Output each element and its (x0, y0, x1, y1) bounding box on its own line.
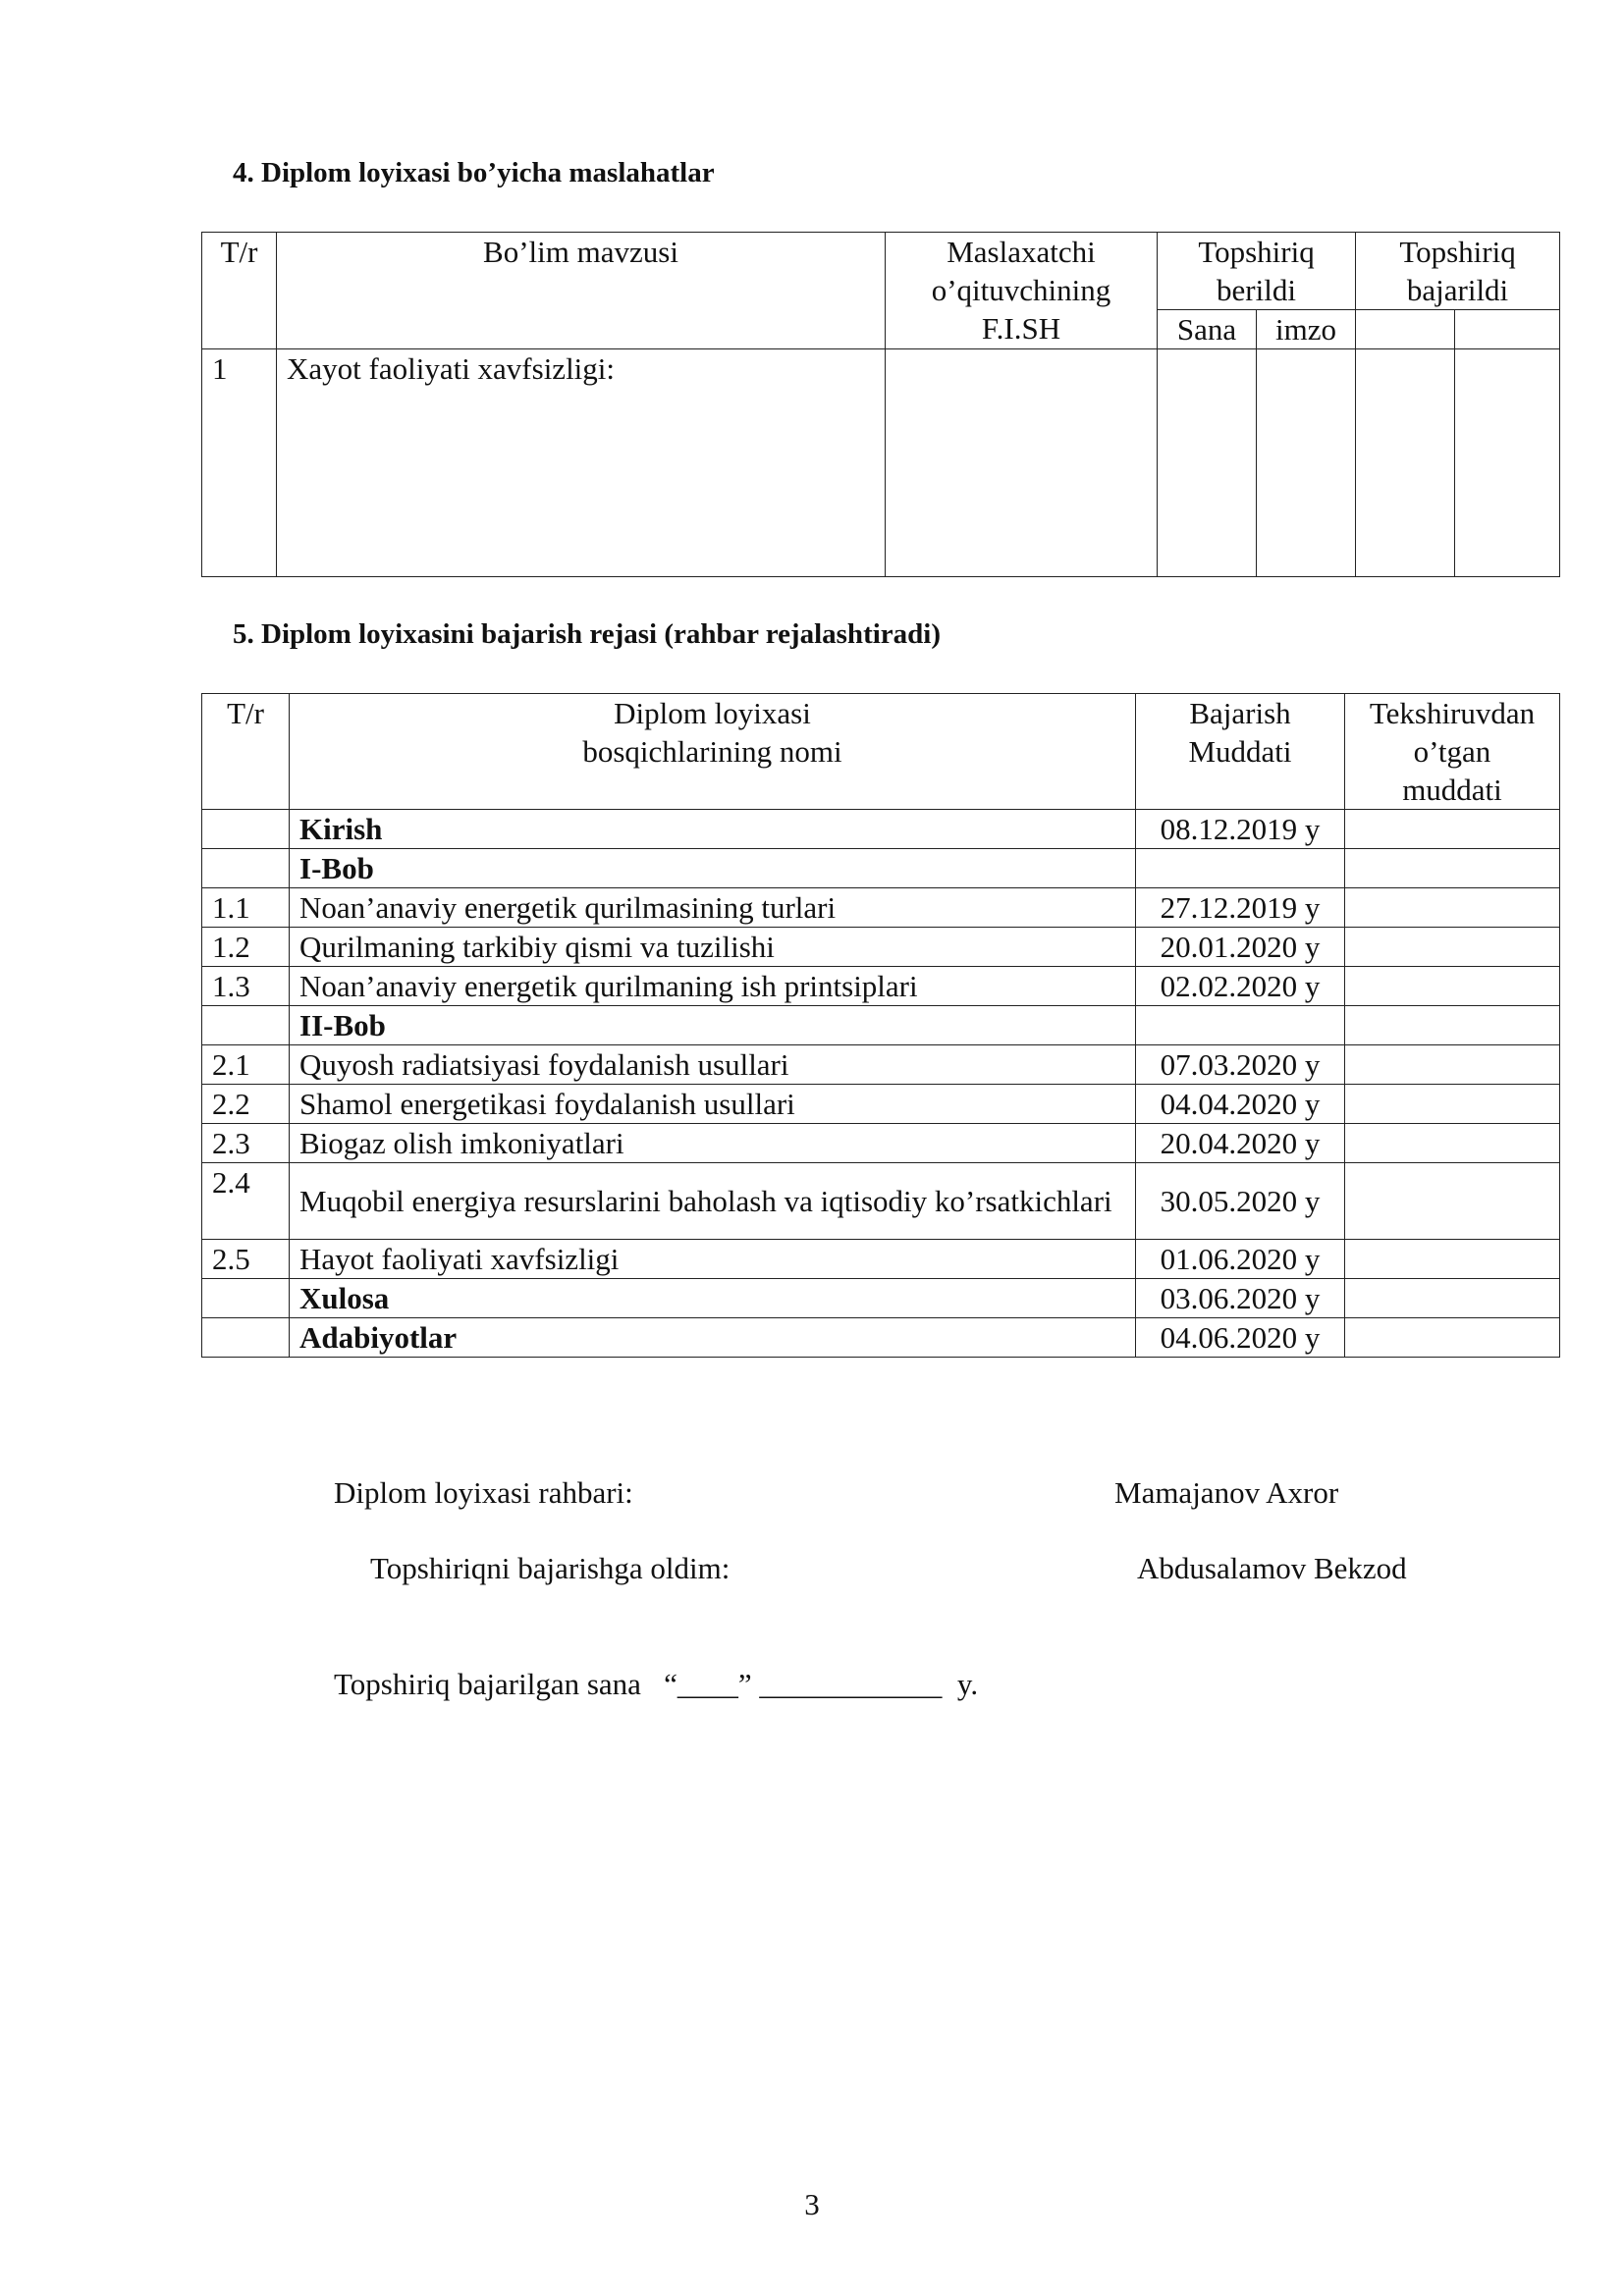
row-number: 1 (202, 349, 277, 577)
row-stage-name: Noan’anaviy energetik qurilmaning ish printsiplari (290, 967, 1136, 1006)
row-deadline: 04.04.2020 y (1136, 1085, 1345, 1124)
row-checked (1345, 1240, 1560, 1279)
row-advisor (886, 349, 1158, 577)
row-deadline: 01.06.2020 y (1136, 1240, 1345, 1279)
header-tr: T/r (202, 233, 277, 349)
table-row (202, 1240, 1560, 1279)
row-number (202, 1279, 290, 1318)
table-row (202, 1163, 1560, 1240)
row-deadline (1136, 849, 1345, 888)
supervisor-name: Mamajanov Axror (1114, 1475, 1339, 1510)
table-row (202, 1085, 1560, 1124)
row-checked (1345, 888, 1560, 928)
completion-date-line: Topshiriq bajarilgan sana “____” ____________ y. (334, 1667, 979, 1701)
table-row (202, 888, 1560, 928)
header-given (1158, 233, 1356, 310)
row-deadline: 02.02.2020 y (1136, 967, 1345, 1006)
header-given-line2: berildi (1217, 273, 1296, 307)
row-checked (1345, 1163, 1560, 1240)
header-advisor-line3: F.I.SH (981, 311, 1061, 346)
row-number (202, 1006, 290, 1045)
header-advisor-line2: o’qituvchining (931, 273, 1111, 307)
row-stage-name: Kirish (290, 810, 1136, 849)
student-label: Topshiriqni bajarishga oldim: (370, 1551, 731, 1585)
table-row (202, 1279, 1560, 1318)
page-number: 3 (804, 2187, 820, 2221)
row-stage-name: Shamol energetikasi foydalanish usullari (290, 1085, 1136, 1124)
row-deadline: 20.04.2020 y (1136, 1124, 1345, 1163)
table-row (202, 1318, 1560, 1358)
row-number: 2.5 (202, 1240, 290, 1279)
table-row (202, 1006, 1560, 1045)
supervisor-label: Diplom loyixasi rahbari: (334, 1475, 633, 1510)
header-deadline (1136, 694, 1345, 810)
header-advisor-line1: Maslaxatchi (947, 235, 1096, 269)
row-checked (1345, 1124, 1560, 1163)
row-stage-name: II-Bob (290, 1006, 1136, 1045)
row-number (202, 810, 290, 849)
header-stage-name-line2: bosqichlarining nomi (582, 734, 842, 769)
row-checked (1345, 928, 1560, 967)
row-stage-name: Biogaz olish imkoniyatlari (290, 1124, 1136, 1163)
table-row (202, 1045, 1560, 1085)
section5-heading: 5. Diplom loyixasini bajarish rejasi (rahbar rejalashtiradi) (233, 618, 941, 650)
header-done-date-cell (1356, 310, 1455, 349)
header-sign: imzo (1257, 310, 1356, 349)
row-number: 2.3 (202, 1124, 290, 1163)
header-checked-line1: Tekshiruvdan (1369, 696, 1536, 730)
header-tr: T/r (202, 694, 290, 810)
plan-table (201, 693, 1560, 1358)
row-stage-name: Quyosh radiatsiyasi foydalanish usullari (290, 1045, 1136, 1085)
row-stage-name: Qurilmaning tarkibiy qismi va tuzilishi (290, 928, 1136, 967)
row-done-sign (1455, 349, 1560, 577)
header-deadline-line2: Muddati (1188, 734, 1292, 769)
row-number: 2.1 (202, 1045, 290, 1085)
student-name: Abdusalamov Bekzod (1137, 1551, 1407, 1585)
row-checked (1345, 849, 1560, 888)
section4-heading: 4. Diplom loyixasi bo’yicha maslahatlar (233, 157, 715, 188)
header-stage-name-line1: Diplom loyixasi (614, 696, 811, 730)
row-checked (1345, 1279, 1560, 1318)
row-stage-name: Xulosa (290, 1279, 1136, 1318)
header-checked (1345, 694, 1560, 810)
row-number: 1.1 (202, 888, 290, 928)
table-row (202, 928, 1560, 967)
row-stage-name: Noan’anaviy energetik qurilmasining turlari (290, 888, 1136, 928)
row-done-date (1356, 349, 1455, 577)
row-deadline: 04.06.2020 y (1136, 1318, 1345, 1358)
header-done-line2: bajarildi (1406, 273, 1509, 307)
header-done (1356, 233, 1560, 310)
row-given-sign (1257, 349, 1356, 577)
row-number: 1.2 (202, 928, 290, 967)
row-number: 2.4 (202, 1163, 290, 1240)
row-deadline: 07.03.2020 y (1136, 1045, 1345, 1085)
header-date: Sana (1158, 310, 1257, 349)
header-stage-name (290, 694, 1136, 810)
row-number: 1.3 (202, 967, 290, 1006)
header-topic: Bo’lim mavzusi (277, 233, 886, 349)
table-row (202, 810, 1560, 849)
table-row (202, 349, 1560, 577)
header-given-line1: Topshiriq (1198, 235, 1315, 269)
table-row (202, 967, 1560, 1006)
header-done-sign-cell (1455, 310, 1560, 349)
row-deadline: 08.12.2019 y (1136, 810, 1345, 849)
row-number: 2.2 (202, 1085, 290, 1124)
table-row (202, 1124, 1560, 1163)
row-given-date (1158, 349, 1257, 577)
row-checked (1345, 967, 1560, 1006)
header-checked-line2: o’tgan (1413, 734, 1491, 769)
header-done-line1: Topshiriq (1399, 235, 1516, 269)
row-stage-name: Muqobil energiya resurslarini baholash va iqtisodiy ko’rsatkichlari (290, 1163, 1136, 1240)
row-checked (1345, 810, 1560, 849)
row-number (202, 1318, 290, 1358)
header-checked-line3: muddati (1402, 773, 1502, 807)
table-row (202, 849, 1560, 888)
row-deadline: 30.05.2020 y (1136, 1163, 1345, 1240)
row-checked (1345, 1006, 1560, 1045)
header-advisor (886, 233, 1158, 349)
row-deadline: 27.12.2019 y (1136, 888, 1345, 928)
row-deadline (1136, 1006, 1345, 1045)
row-deadline: 20.01.2020 y (1136, 928, 1345, 967)
row-deadline: 03.06.2020 y (1136, 1279, 1345, 1318)
row-checked (1345, 1318, 1560, 1358)
row-stage-name: Adabiyotlar (290, 1318, 1136, 1358)
row-checked (1345, 1085, 1560, 1124)
row-topic: Xayot faoliyati xavfsizligi: (277, 349, 886, 577)
consultations-table (201, 232, 1560, 577)
header-deadline-line1: Bajarish (1189, 696, 1291, 730)
row-checked (1345, 1045, 1560, 1085)
row-stage-name: Hayot faoliyati xavfsizligi (290, 1240, 1136, 1279)
row-stage-name: I-Bob (290, 849, 1136, 888)
row-number (202, 849, 290, 888)
